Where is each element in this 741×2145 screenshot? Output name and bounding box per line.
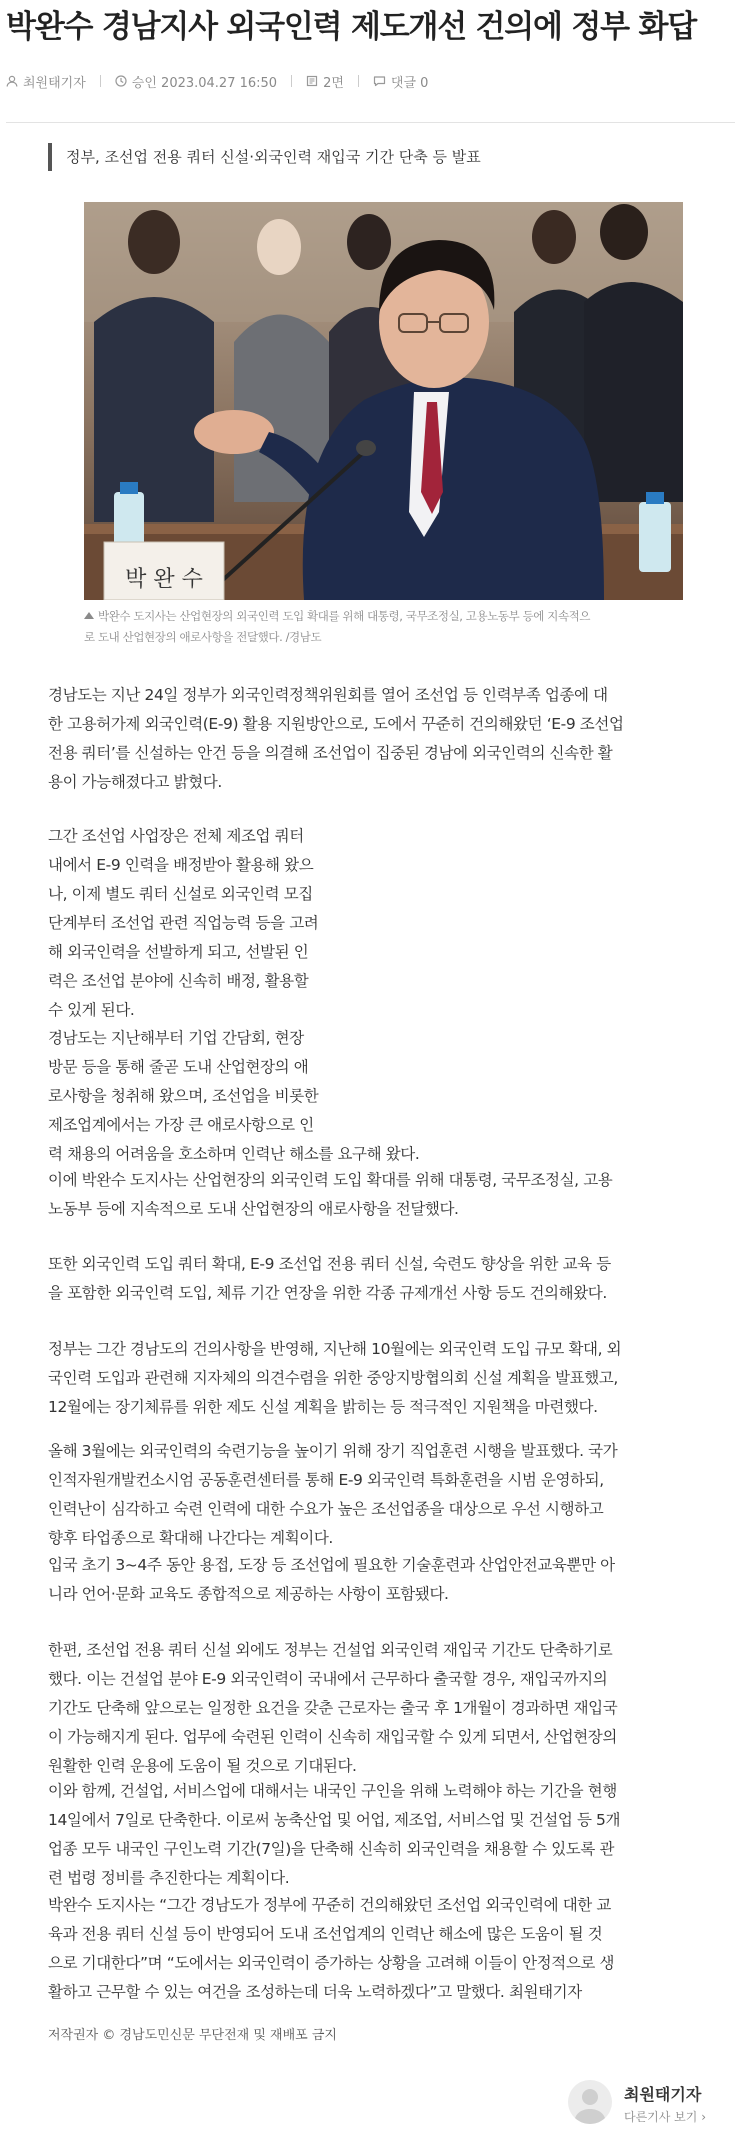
article-photo[interactable] (84, 202, 683, 600)
body-paragraph: 그간 조선업 사업장은 전체 제조업 쿼터 내에서 E-9 인력을 배정받아 활용해 왔으 나, 이제 별도 쿼터 신설로 외국인력 모집 단계부터 조선업 관련 직업능력 등을 고려 해 외국인력을 선발하게 되고, 선발된 인 력은 조선업 분야에 신속히 배정, 활용할 수 있게 된다. (48, 827, 319, 1019)
author-name[interactable]: 최원태기자 (624, 2085, 702, 2104)
body-paragraph: 정부는 그간 경남도의 건의사항을 반영해, 지난해 10월에는 외국인력 도입 규모 확대, 외 국인력 도입과 관련해 지자체의 의견수렴을 위한 중앙지방협의회 신설 계획을 발표했고, 12월에는 장기체류를 위한 제도 신설 계획을 밝히는 등 적극적인 지원책을 마련했다. (48, 1340, 622, 1416)
photo-nameplate: 박 완 수 (125, 567, 203, 592)
body-paragraph: 이에 박완수 도지사는 산업현장의 외국인력 도입 확대를 위해 대통령, 국무조정실, 고용 노동부 등에 지속적으로 도내 산업현장의 애로사항을 전달했다. (48, 1171, 613, 1218)
comment-icon (373, 75, 386, 87)
body-paragraph: 입국 초기 3~4주 동안 용접, 도장 등 조선업에 필요한 기술훈련과 산업안전교육뿐만 아 니라 언어·문화 교육도 종합적으로 제공하는 사항이 포함됐다. (48, 1556, 615, 1603)
caption-line: 로 도내 산업현장의 애로사항을 전달했다. /경남도 (84, 630, 322, 644)
other-articles-link[interactable]: 다른기사 보기 › (624, 2110, 707, 2124)
meta-divider (291, 75, 292, 87)
meta-page-text: 2면 (323, 75, 344, 91)
photo-caption (84, 606, 684, 648)
article-meta (6, 69, 428, 93)
meta-divider (358, 75, 359, 87)
clock-icon (115, 75, 127, 87)
caption-line: 박완수 도지사는 산업현장의 외국인력 도입 확대를 위해 대통령, 국무조정실, 고용노동부 등에 지속적으 (84, 606, 684, 627)
newspaper-icon (306, 75, 318, 87)
body-paragraph: 올해 3월에는 외국인력의 숙련기능을 높이기 위해 장기 직업훈련 시행을 발표했다. 국가 인적자원개발컨소시엄 공동훈련센터를 통해 E-9 외국인력 특화훈련을 시범 운영하되, 인력난이 심각하고 숙련 인력에 대한 수요가 높은 조선업종을 대상으로 우선 시행하고 향후 타업종으로 확대해 나간다는 계획이다. (48, 1442, 618, 1547)
body-paragraph: 한편, 조선업 전용 쿼터 신설 외에도 정부는 건설업 외국인력 재입국 기간도 단축하기로 했다. 이는 건설업 분야 E-9 외국인력이 국내에서 근무하다 출국할 경우, 재입국까지의 기간도 단축해 앞으로는 일정한 요건을 갖춘 근로자는 출국 후 1개월이 경과하면 재입국 이 가능해지게 된다. 업무에 숙련된 인력이 신속히 재입국할 수 있게 되면서, 산업현장의 원활한 인력 운용에 도움이 될 것으로 기대된다. (48, 1641, 618, 1775)
author-box[interactable] (568, 2072, 738, 2134)
body-paragraph: 또한 외국인력 도입 쿼터 확대, E-9 조선업 전용 쿼터 신설, 숙련도 향상을 위한 교육 등 을 포함한 외국인력 도입, 체류 기간 연장을 위한 각종 규제개선 사항 등도 건의해왔다. (48, 1255, 611, 1302)
meta-author[interactable] (6, 72, 86, 91)
body-paragraph: 경남도는 지난해부터 기업 간담회, 현장 방문 등을 통해 줄곧 도내 산업현장의 애 로사항을 청취해 왔으며, 조선업을 비롯한 제조업계에서는 가장 큰 애로사항으로 인 력 채용의 어려움을 호소하며 인력난 해소를 요구해 왔다. (48, 1029, 420, 1163)
meta-author-name: 최원태기자 (23, 75, 86, 91)
default-avatar-icon (568, 2080, 612, 2124)
user-icon (6, 75, 18, 87)
meta-approved-text: 승인 2023.04.27 16:50 (131, 75, 278, 91)
article-subtitle: 정부, 조선업 전용 쿼터 신설·외국인력 재입국 기간 단축 등 발표 (48, 143, 481, 171)
header-divider (6, 122, 735, 123)
meta-page (306, 72, 344, 91)
meta-approved (115, 72, 277, 91)
meta-divider (100, 75, 101, 87)
meta-comments-text: 댓글 0 (390, 75, 429, 91)
chevron-right-icon: › (701, 2110, 707, 2124)
body-paragraph: 이와 함께, 건설업, 서비스업에 대해서는 내국인 구인을 위해 노력해야 하는 기간을 현행 14일에서 7일로 단축한다. 이로써 농축산업 및 어업, 제조업, 서비스업 및 건설업 등 5개 업종 모두 내국인 구인노력 기간(7일)을 단축해 신속히 외국인력을 채용할 수 있도록 관 련 법령 정비를 추진한다는 계획이다. (48, 1782, 621, 1887)
caption-triangle-icon (84, 612, 94, 619)
copyright-notice: 저작권자 © 경남도민신문 무단전재 및 재배포 금지 (48, 2028, 337, 2043)
meta-comments[interactable] (373, 72, 429, 91)
body-paragraph: 경남도는 지난 24일 정부가 외국인력정책위원회를 열어 조선업 등 인력부족 업종에 대 한 고용허가제 외국인력(E-9) 활용 지원방안으로, 도에서 꾸준히 건의해왔던 ‘E-9 조선업 전용 쿼터’를 신설하는 안건 등을 의결해 조선업이 집중된 경남에 외국인력의 신속한 활 용이 가능해졌다고 밝혔다. (48, 686, 624, 791)
body-paragraph: 박완수 도지사는 “그간 경남도가 정부에 꾸준히 건의해왔던 조선업 외국인력에 대한 교 육과 전용 쿼터 신설 등이 반영되어 도내 조선업계의 인력난 해소에 많은 도움이 될 것 으로 기대한다”며 “도에서는 외국인력이 증가하는 상황을 고려해 이들이 안정적으로 생 활하고 근무할 수 있는 여건을 조성하는데 더욱 노력하겠다”고 말했다. 최원태기자 (48, 1896, 615, 2001)
article-headline: 박완수 경남지사 외국인력 제도개선 건의에 정부 화답 (6, 9, 696, 45)
avatar (568, 2080, 612, 2124)
